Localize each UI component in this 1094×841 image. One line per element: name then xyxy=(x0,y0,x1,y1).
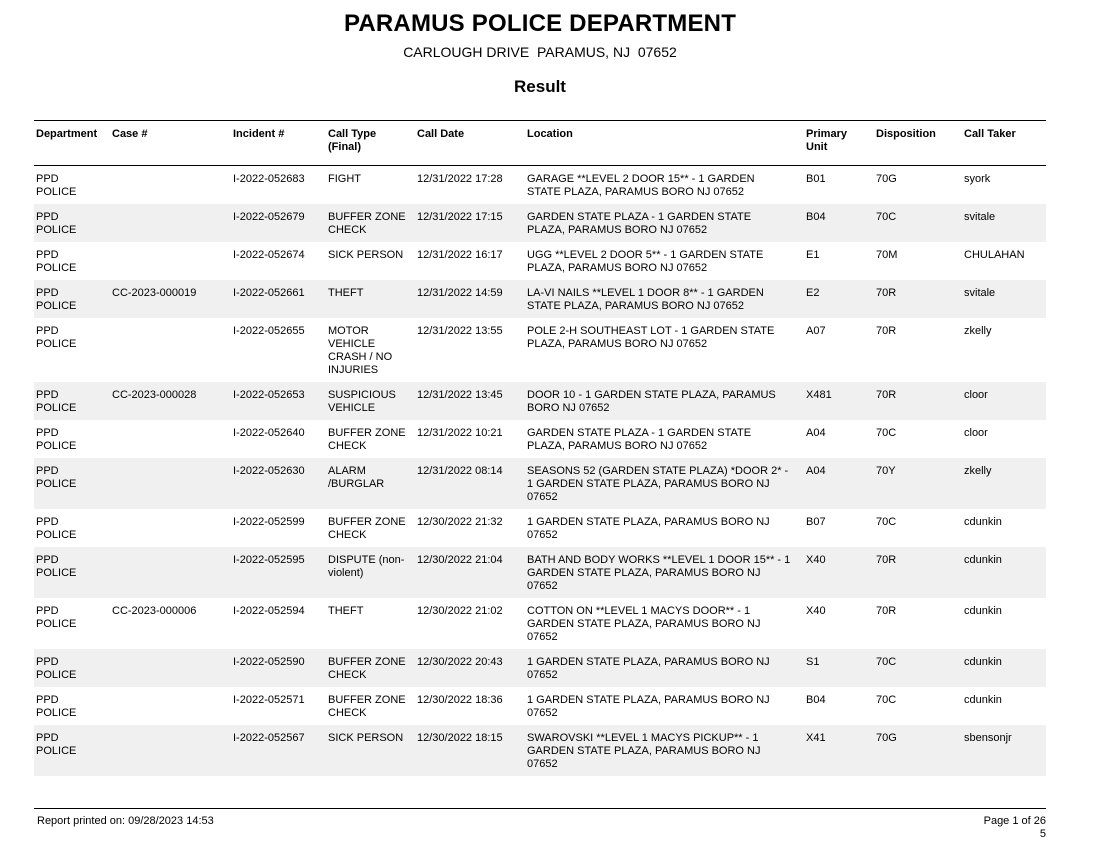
cell-location: 1 GARDEN STATE PLAZA, PARAMUS BORO NJ 07652 xyxy=(527,656,770,681)
report-title: PARAMUS POLICE DEPARTMENT xyxy=(343,10,737,37)
cell-call-date: 12/31/2022 13:55 xyxy=(417,325,503,337)
cell-primary-unit: B04 xyxy=(806,211,826,223)
cell-call-date: 12/30/2022 18:36 xyxy=(417,694,503,706)
cell-department: PPD POLICE xyxy=(36,732,77,757)
cell-department: PPD POLICE xyxy=(36,287,77,312)
table-row xyxy=(34,687,1046,725)
cell-call-type: BUFFER ZONE CHECK xyxy=(328,516,406,541)
cell-location: SWAROVSKI **LEVEL 1 MACYS PICKUP** - 1 GARDEN STATE PLAZA, PARAMUS BORO NJ 07652 xyxy=(527,732,761,770)
column-header-call-type: Call Type (Final) xyxy=(328,128,377,153)
cell-call-taker: cloor xyxy=(964,427,988,439)
cell-case-number: CC-2023-000006 xyxy=(112,605,197,617)
cell-location: GARDEN STATE PLAZA - 1 GARDEN STATE PLAZA, PARAMUS BORO NJ 07652 xyxy=(527,211,752,236)
table-row xyxy=(34,509,1046,547)
footer-divider xyxy=(34,808,1046,809)
cell-primary-unit: E2 xyxy=(806,287,820,299)
cell-call-type: FIGHT xyxy=(328,173,361,185)
column-header-disposition: Disposition xyxy=(876,128,936,140)
cell-primary-unit: A04 xyxy=(806,465,826,477)
table-row xyxy=(34,382,1046,420)
column-header-primary-unit: Primary Unit xyxy=(806,128,847,153)
cell-call-taker: svitale xyxy=(964,211,996,223)
cell-disposition: 70R xyxy=(876,389,897,401)
page-indicator: Page 1 of 26 5 xyxy=(983,815,1046,840)
cell-department: PPD POLICE xyxy=(36,465,77,490)
cell-incident-number: I-2022-052683 xyxy=(233,173,305,185)
cell-call-date: 12/30/2022 21:32 xyxy=(417,516,503,528)
cell-call-type: DISPUTE (non- violent) xyxy=(328,554,405,579)
cell-incident-number: I-2022-052640 xyxy=(233,427,305,439)
cell-primary-unit: E1 xyxy=(806,249,820,261)
cell-incident-number: I-2022-052599 xyxy=(233,516,305,528)
cell-call-date: 12/30/2022 21:04 xyxy=(417,554,503,566)
cell-call-type: BUFFER ZONE CHECK xyxy=(328,694,406,719)
cell-disposition: 70R xyxy=(876,325,897,337)
cell-call-type: THEFT xyxy=(328,287,364,299)
cell-incident-number: I-2022-052571 xyxy=(233,694,305,706)
cell-location: GARDEN STATE PLAZA - 1 GARDEN STATE PLAZA, PARAMUS BORO NJ 07652 xyxy=(527,427,752,452)
cell-primary-unit: A04 xyxy=(806,427,826,439)
cell-call-type: BUFFER ZONE CHECK xyxy=(328,211,406,236)
table-row xyxy=(34,204,1046,242)
cell-disposition: 70G xyxy=(876,732,897,744)
cell-department: PPD POLICE xyxy=(36,694,77,719)
cell-call-date: 12/31/2022 17:28 xyxy=(417,173,503,185)
cell-department: PPD POLICE xyxy=(36,211,77,236)
cell-call-type: ALARM /BURGLAR xyxy=(328,465,385,490)
cell-department: PPD POLICE xyxy=(36,516,77,541)
cell-case-number: CC-2023-000019 xyxy=(112,287,197,299)
cell-call-taker: syork xyxy=(964,173,991,185)
cell-call-date: 12/31/2022 08:14 xyxy=(417,465,503,477)
cell-incident-number: I-2022-052590 xyxy=(233,656,305,668)
table-row xyxy=(34,547,1046,598)
table-row xyxy=(34,166,1046,204)
cell-call-taker: cdunkin xyxy=(964,656,1002,668)
department-address: CARLOUGH DRIVE PARAMUS, NJ 07652 xyxy=(403,44,677,60)
table-header xyxy=(34,121,1046,166)
cell-call-type: SICK PERSON xyxy=(328,249,404,261)
cell-location: COTTON ON **LEVEL 1 MACYS DOOR** - 1 GARDEN STATE PLAZA, PARAMUS BORO NJ 07652 xyxy=(527,605,761,643)
cell-call-type: MOTOR VEHICLE CRASH / NO INJURIES xyxy=(328,325,393,376)
table-body xyxy=(34,166,1046,776)
table-row xyxy=(34,318,1046,382)
cell-disposition: 70C xyxy=(876,516,897,528)
cell-incident-number: I-2022-052674 xyxy=(233,249,305,261)
cell-location: UGG **LEVEL 2 DOOR 5** - 1 GARDEN STATE PLAZA, PARAMUS BORO NJ 07652 xyxy=(527,249,764,274)
cell-call-taker: cdunkin xyxy=(964,554,1002,566)
table-row xyxy=(34,242,1046,280)
cell-primary-unit: X40 xyxy=(806,605,826,617)
cell-incident-number: I-2022-052661 xyxy=(233,287,305,299)
report-printed-date: Report printed on: 09/28/2023 14:53 xyxy=(37,815,214,827)
column-header-case: Case # xyxy=(112,128,148,140)
cell-location: LA-VI NAILS **LEVEL 1 DOOR 8** - 1 GARDEN STATE PLAZA, PARAMUS BORO NJ 07652 xyxy=(527,287,764,312)
cell-call-taker: cdunkin xyxy=(964,516,1002,528)
cell-disposition: 70R xyxy=(876,287,897,299)
cell-call-date: 12/31/2022 14:59 xyxy=(417,287,503,299)
table-row xyxy=(34,598,1046,649)
cell-call-type: SICK PERSON xyxy=(328,732,404,744)
cell-incident-number: I-2022-052567 xyxy=(233,732,305,744)
cell-call-taker: cloor xyxy=(964,389,988,401)
cell-location: 1 GARDEN STATE PLAZA, PARAMUS BORO NJ 07652 xyxy=(527,516,770,541)
column-header-location: Location xyxy=(527,128,573,140)
cell-department: PPD POLICE xyxy=(36,389,77,414)
cell-call-date: 12/30/2022 21:02 xyxy=(417,605,503,617)
column-header-department: Department xyxy=(36,128,98,140)
column-header-call-taker: Call Taker xyxy=(964,128,1016,140)
cell-disposition: 70C xyxy=(876,694,897,706)
cell-disposition: 70Y xyxy=(876,465,896,477)
cell-call-type: THEFT xyxy=(328,605,364,617)
column-header-call-date: Call Date xyxy=(417,128,465,140)
table-row xyxy=(34,420,1046,458)
cell-location: BATH AND BODY WORKS **LEVEL 1 DOOR 15** - 1 GARDEN STATE PLAZA, PARAMUS BORO NJ 07652 xyxy=(527,554,791,592)
cell-call-type: SUSPICIOUS VEHICLE xyxy=(328,389,396,414)
cell-department: PPD POLICE xyxy=(36,249,77,274)
cell-primary-unit: A07 xyxy=(806,325,826,337)
cell-call-date: 12/30/2022 20:43 xyxy=(417,656,503,668)
report-subtitle: Result xyxy=(514,77,566,96)
cell-department: PPD POLICE xyxy=(36,325,77,350)
cell-disposition: 70R xyxy=(876,605,897,617)
cell-incident-number: I-2022-052679 xyxy=(233,211,305,223)
cell-disposition: 70M xyxy=(876,249,898,261)
cell-disposition: 70C xyxy=(876,211,897,223)
cell-incident-number: I-2022-052655 xyxy=(233,325,305,337)
table-row xyxy=(34,458,1046,509)
cell-incident-number: I-2022-052594 xyxy=(233,605,305,617)
cell-location: SEASONS 52 (GARDEN STATE PLAZA) *DOOR 2* - 1 GARDEN STATE PLAZA, PARAMUS BORO NJ 07652 xyxy=(527,465,789,503)
cell-location: 1 GARDEN STATE PLAZA, PARAMUS BORO NJ 07652 xyxy=(527,694,770,719)
cell-disposition: 70G xyxy=(876,173,897,185)
cell-primary-unit: B01 xyxy=(806,173,826,185)
cell-call-taker: cdunkin xyxy=(964,694,1002,706)
cell-incident-number: I-2022-052595 xyxy=(233,554,305,566)
cell-primary-unit: X41 xyxy=(806,732,826,744)
cell-call-date: 12/31/2022 16:17 xyxy=(417,249,503,261)
cell-location: DOOR 10 - 1 GARDEN STATE PLAZA, PARAMUS BORO NJ 07652 xyxy=(527,389,776,414)
cell-incident-number: I-2022-052630 xyxy=(233,465,305,477)
cell-case-number: CC-2023-000028 xyxy=(112,389,197,401)
cell-call-type: BUFFER ZONE CHECK xyxy=(328,427,406,452)
cell-location: POLE 2-H SOUTHEAST LOT - 1 GARDEN STATE PLAZA, PARAMUS BORO NJ 07652 xyxy=(527,325,775,350)
cell-primary-unit: S1 xyxy=(806,656,820,668)
cell-primary-unit: X40 xyxy=(806,554,826,566)
cell-primary-unit: B07 xyxy=(806,516,826,528)
table-row xyxy=(34,280,1046,318)
cell-call-taker: zkelly xyxy=(964,325,992,337)
cell-call-date: 12/30/2022 18:15 xyxy=(417,732,503,744)
cell-incident-number: I-2022-052653 xyxy=(233,389,305,401)
cell-disposition: 70C xyxy=(876,656,897,668)
cell-department: PPD POLICE xyxy=(36,605,77,630)
cell-call-date: 12/31/2022 10:21 xyxy=(417,427,503,439)
cell-call-date: 12/31/2022 17:15 xyxy=(417,211,503,223)
cell-department: PPD POLICE xyxy=(36,656,77,681)
cell-department: PPD POLICE xyxy=(36,554,77,579)
cell-primary-unit: B04 xyxy=(806,694,826,706)
cell-location: GARAGE **LEVEL 2 DOOR 15** - 1 GARDEN STATE PLAZA, PARAMUS BORO NJ 07652 xyxy=(527,173,755,198)
cell-department: PPD POLICE xyxy=(36,427,77,452)
cell-call-date: 12/31/2022 13:45 xyxy=(417,389,503,401)
cell-call-taker: svitale xyxy=(964,287,996,299)
cell-disposition: 70R xyxy=(876,554,897,566)
table-row xyxy=(34,649,1046,687)
cell-call-taker: sbensonjr xyxy=(964,732,1012,744)
cell-primary-unit: X481 xyxy=(806,389,832,401)
table-row xyxy=(34,725,1046,776)
cell-disposition: 70C xyxy=(876,427,897,439)
cell-call-taker: zkelly xyxy=(964,465,992,477)
cell-call-type: BUFFER ZONE CHECK xyxy=(328,656,406,681)
cell-call-taker: cdunkin xyxy=(964,605,1002,617)
cell-department: PPD POLICE xyxy=(36,173,77,198)
column-header-incident: Incident # xyxy=(233,128,285,140)
cell-call-taker: CHULAHAN xyxy=(964,249,1025,261)
report-table xyxy=(34,120,1046,776)
